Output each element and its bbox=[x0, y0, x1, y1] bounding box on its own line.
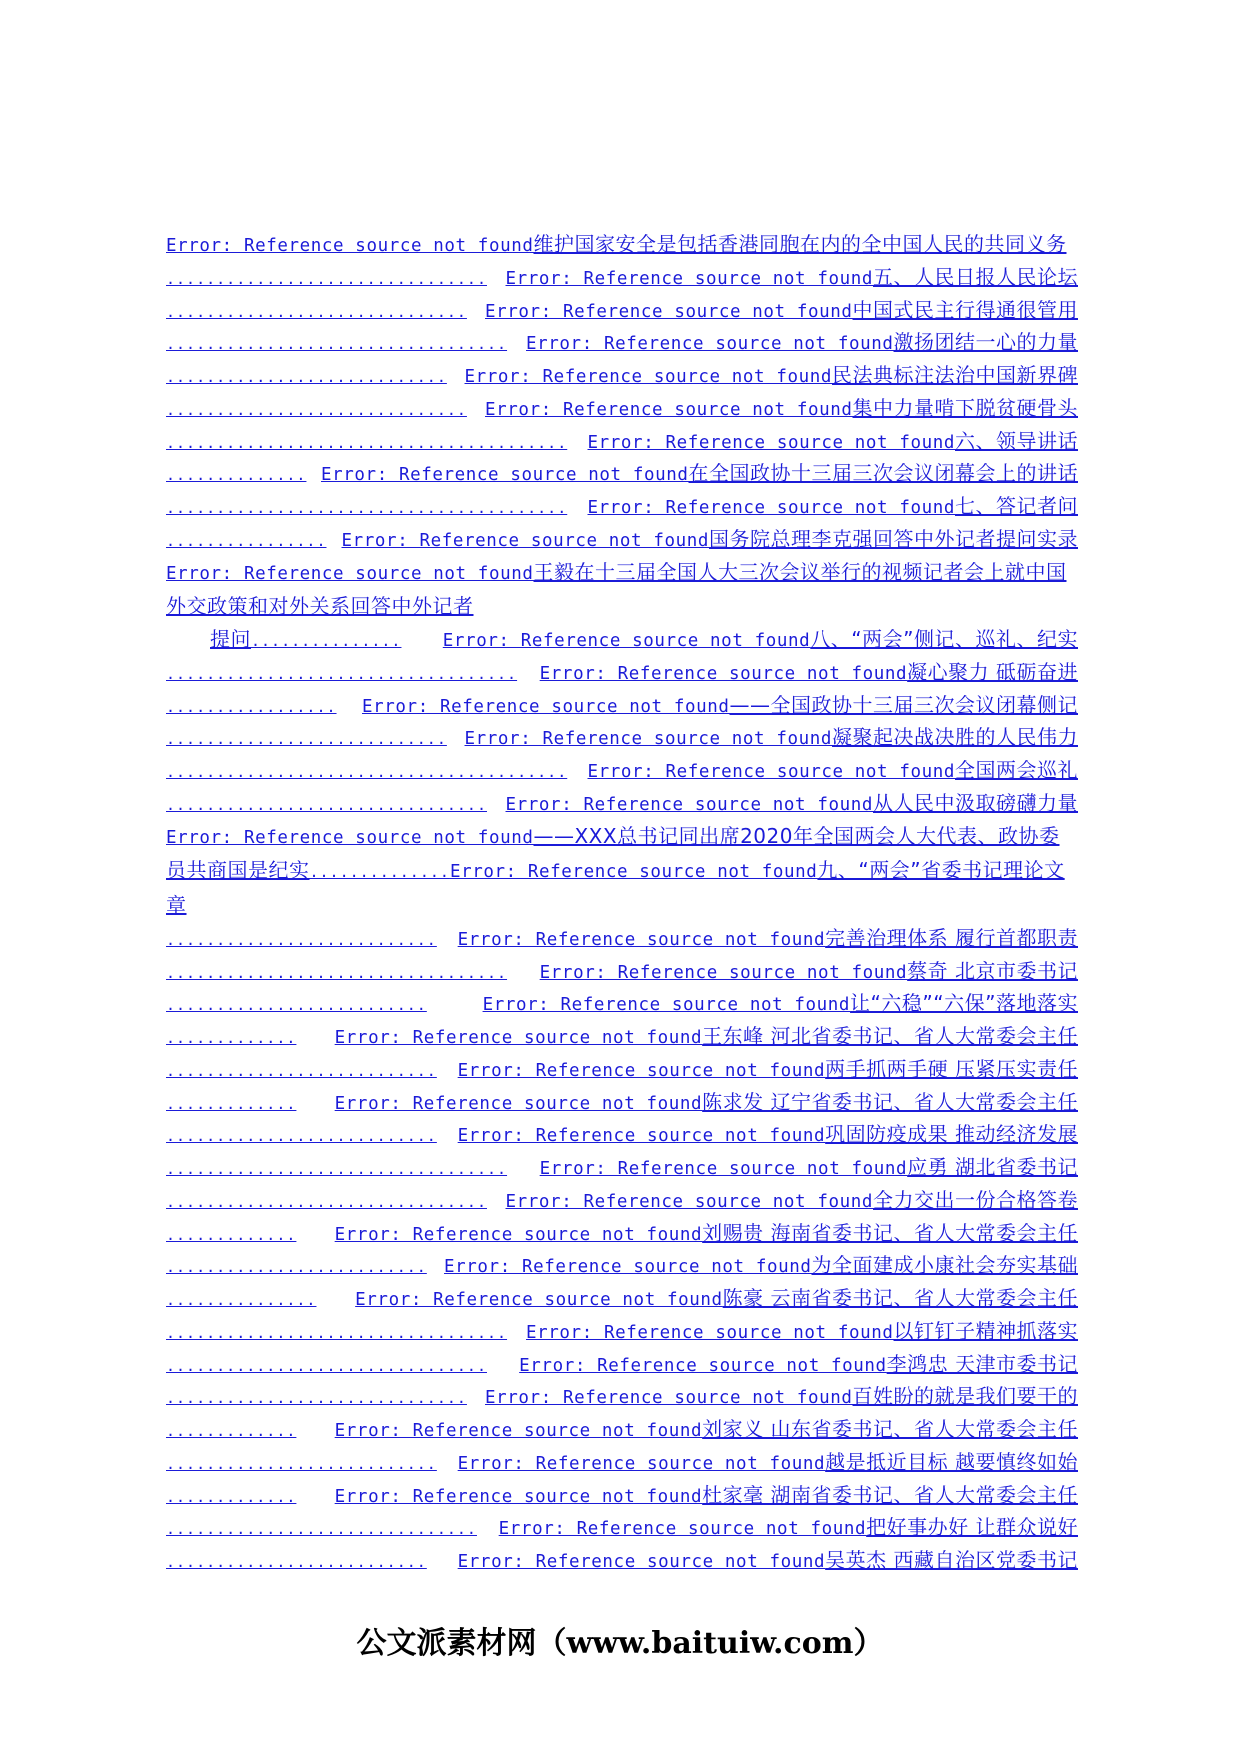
toc-entry-link[interactable] bbox=[166, 261, 1078, 294]
toc-leader-dots: ............. bbox=[166, 1422, 297, 1440]
toc-entry-link[interactable] bbox=[166, 556, 1078, 624]
toc-entry-title: 在全国政协十三届三次会议闭幕会上的讲话 bbox=[688, 461, 1078, 486]
toc-leader-dots: .......................... bbox=[166, 1553, 427, 1571]
toc-leader-dots: .................................. bbox=[166, 963, 508, 982]
toc-leader-dots: .......................... bbox=[166, 996, 427, 1015]
toc-leader-dots: ........................... bbox=[166, 1454, 437, 1473]
toc-entry-title: 民法典标注法治中国新界碑 bbox=[832, 363, 1078, 387]
toc-entry-title: 越是抵近目标 越要慎终如始 bbox=[825, 1449, 1078, 1474]
toc-entry-link[interactable] bbox=[166, 359, 1078, 392]
toc-leader-dots: ............. bbox=[166, 1094, 297, 1113]
toc-leader-dots: ............................ bbox=[166, 730, 447, 749]
toc-entry-link[interactable] bbox=[166, 1118, 1078, 1151]
toc-error-reference: Error: Reference source not found bbox=[587, 762, 955, 782]
toc-leader-dots: .................................. bbox=[166, 1323, 508, 1342]
toc-error-reference: Error: Reference source not found bbox=[457, 1453, 826, 1474]
toc-entry-title: 集中力量啃下脱贫硬骨头 bbox=[852, 395, 1078, 420]
toc-entry-title: 国务院总理李克强回答中外记者提问实录 bbox=[709, 526, 1078, 551]
toc-leader-dots: .............................. bbox=[166, 400, 467, 419]
toc-error-reference: Error: Reference source not found bbox=[464, 367, 832, 387]
toc-error-reference: Error: Reference source not found bbox=[539, 1159, 908, 1179]
toc-error-reference: Error: Reference source not found bbox=[464, 729, 832, 750]
toc-entry-title: 让“六稳”“六保”落地落实 bbox=[850, 991, 1078, 1016]
toc-error-reference: Error: Reference source not found bbox=[334, 1028, 703, 1048]
toc-entry-link[interactable] bbox=[166, 490, 1078, 523]
toc-entry-title: 王毅在十三届全国人大三次会议举行的视频记者会上就中国外交政策和对外关系回答中外记者 bbox=[166, 559, 1067, 619]
toc-error-reference: Error: Reference source not found bbox=[498, 1519, 867, 1540]
toc-error-reference: Error: Reference source not found bbox=[519, 1355, 887, 1376]
toc-error-reference: Error: Reference source not found bbox=[587, 498, 955, 518]
toc-leader-dots: ........................... bbox=[166, 1127, 437, 1146]
toc-leader-dots: ................................ bbox=[166, 795, 487, 814]
toc-entry-link[interactable] bbox=[166, 523, 1078, 556]
toc-entry-title: 李鸿忠 天津市委书记 bbox=[886, 1351, 1078, 1376]
toc-error-reference: Error: Reference source not found bbox=[526, 1322, 894, 1343]
toc-entry-title: 六、领导讲话 bbox=[955, 428, 1078, 453]
toc-entry-title: 吴英杰 西藏自治区党委书记 bbox=[825, 1548, 1078, 1572]
toc-error-reference: Error: Reference source not found bbox=[457, 1060, 826, 1081]
toc-entry-link[interactable] bbox=[166, 1249, 1078, 1282]
toc-entry-link[interactable] bbox=[166, 721, 1078, 754]
toc-leader-dots: .................................. bbox=[166, 335, 508, 354]
toc-entry-link[interactable] bbox=[166, 294, 1078, 327]
toc-leader-dots: ........................... bbox=[166, 1061, 437, 1080]
toc-error-reference: Error: Reference source not found bbox=[442, 631, 811, 651]
toc-entry-title: 全力交出一份合格答卷 bbox=[873, 1187, 1078, 1212]
toc-entry-link[interactable] bbox=[166, 1053, 1078, 1086]
toc-leader-dots: .................................. bbox=[166, 1160, 508, 1178]
toc-entry-link[interactable] bbox=[166, 1511, 1078, 1544]
toc-entry-title: 九、“两会”省委书记理论文章 bbox=[166, 858, 1065, 917]
toc-entry-title: 两手抓两手硬 压紧压实责任 bbox=[825, 1056, 1078, 1081]
toc-entry-link[interactable] bbox=[166, 228, 1078, 261]
toc-entry-title: 八、“两会”侧记、巡礼、纪实 bbox=[810, 627, 1078, 651]
page-footer: 公文派素材网（www.baituiw.com） bbox=[356, 1626, 884, 1661]
toc-entry-link[interactable] bbox=[166, 1479, 1078, 1512]
toc-error-reference: Error: Reference source not found bbox=[457, 929, 826, 950]
toc-entry-title: 提问 bbox=[210, 627, 251, 651]
toc-entry-title: ——XXX总书记同出席2020年全国两会人大代表、政协委员共商国是纪实 bbox=[166, 823, 1060, 883]
toc-entry-link[interactable] bbox=[166, 689, 1078, 722]
toc-entry-link[interactable] bbox=[166, 955, 1078, 988]
toc-error-reference: Error: Reference source not found bbox=[485, 301, 853, 322]
toc-entry-title: 巩固防疫成果 推动经济发展 bbox=[825, 1122, 1078, 1147]
toc-error-reference: Error: Reference source not found bbox=[449, 862, 818, 883]
toc-entry-link[interactable] bbox=[166, 787, 1078, 820]
toc-entry-link[interactable] bbox=[166, 922, 1078, 955]
toc-entry-link[interactable] bbox=[166, 820, 1078, 922]
toc-error-reference: Error: Reference source not found bbox=[539, 663, 908, 684]
toc-error-reference: Error: Reference source not found bbox=[334, 1421, 703, 1441]
toc-entry-link[interactable] bbox=[166, 425, 1078, 458]
toc-entry-title: 完善治理体系 履行首都职责 bbox=[825, 925, 1078, 950]
toc-entry-link[interactable] bbox=[166, 1315, 1078, 1348]
toc-entry-title: 七、答记者问 bbox=[955, 494, 1078, 518]
toc-entry-link[interactable] bbox=[166, 392, 1078, 425]
toc-entry-title: 凝心聚力 砥砺奋进 bbox=[907, 659, 1078, 684]
toc-entry-title: 刘赐贵 海南省委书记、省人大常委会主任 bbox=[702, 1220, 1078, 1245]
toc-error-reference: Error: Reference source not found bbox=[587, 432, 955, 453]
toc-error-reference: Error: Reference source not found bbox=[482, 995, 851, 1016]
toc-error-reference: Error: Reference source not found bbox=[526, 334, 894, 355]
toc-entry-title: ——全国政协十三届三次会议闭幕侧记 bbox=[729, 692, 1078, 717]
toc-leader-dots: ............................ bbox=[166, 368, 447, 386]
toc-leader-dots: ........................................ bbox=[166, 499, 568, 517]
toc-leader-dots: ................................ bbox=[166, 1192, 487, 1211]
toc-entry-link[interactable] bbox=[166, 1217, 1078, 1250]
toc-leader-dots: .............. bbox=[309, 863, 450, 882]
toc-error-reference: Error: Reference source not found bbox=[321, 465, 689, 486]
toc-entry-title: 蔡奇 北京市委书记 bbox=[907, 958, 1078, 983]
toc-entry-link[interactable] bbox=[166, 1151, 1078, 1184]
toc-entry-link[interactable] bbox=[166, 326, 1078, 359]
toc-leader-dots: ............... bbox=[251, 632, 402, 650]
toc-entry-title: 凝聚起决战决胜的人民伟力 bbox=[832, 725, 1078, 750]
toc-entry-link[interactable] bbox=[166, 1086, 1078, 1119]
toc-entry-title: 全国两会巡礼 bbox=[955, 758, 1078, 782]
toc-entry-title: 五、人民日报人民论坛 bbox=[873, 264, 1078, 289]
toc-error-reference: Error: Reference source not found bbox=[485, 1388, 853, 1409]
toc-entry-title: 维护国家安全是包括香港同胞在内的全中国人民的共同义务 bbox=[533, 232, 1067, 256]
toc-error-reference: Error: Reference source not found bbox=[505, 268, 873, 289]
toc-entry-title: 把好事办好 让群众说好 bbox=[866, 1515, 1078, 1540]
toc-error-reference: Error: Reference source not found bbox=[166, 563, 534, 584]
toc-error-reference: Error: Reference source not found bbox=[334, 1224, 703, 1245]
toc-leader-dots: ................ bbox=[166, 531, 327, 550]
toc-error-reference: Error: Reference source not found bbox=[485, 399, 853, 420]
toc-leader-dots: .............................. bbox=[166, 1389, 467, 1408]
toc-entry-title: 从人民中汲取磅礴力量 bbox=[873, 790, 1078, 815]
toc-error-reference: Error: Reference source not found bbox=[166, 827, 534, 848]
toc-error-reference: Error: Reference source not found bbox=[457, 1552, 826, 1572]
toc-leader-dots: ............................... bbox=[166, 1520, 477, 1539]
toc-entry-link[interactable] bbox=[166, 987, 1078, 1020]
toc-entry-link[interactable] bbox=[166, 1020, 1078, 1053]
toc-entry-title: 陈求发 辽宁省委书记、省人大常委会主任 bbox=[702, 1089, 1078, 1114]
toc-error-reference: Error: Reference source not found bbox=[362, 696, 730, 717]
toc-leader-dots: .......................... bbox=[166, 1258, 427, 1277]
toc-entry-title: 激扬团结一心的力量 bbox=[893, 330, 1078, 355]
toc-leader-dots: ........................... bbox=[166, 930, 437, 949]
toc-entry-link[interactable] bbox=[166, 656, 1078, 689]
toc-entry-title: 为全面建成小康社会夯实基础 bbox=[811, 1253, 1078, 1278]
toc-error-reference: Error: Reference source not found bbox=[166, 236, 534, 256]
toc-entry-title: 以钉钉子精神抓落实 bbox=[893, 1318, 1078, 1343]
toc-entry-link[interactable] bbox=[166, 1348, 1078, 1381]
toc-leader-dots: ................................... bbox=[166, 664, 518, 683]
toc-error-reference: Error: Reference source not found bbox=[355, 1290, 723, 1310]
toc-error-reference: Error: Reference source not found bbox=[457, 1126, 826, 1147]
toc-leader-dots: ................................ bbox=[166, 269, 487, 288]
toc-entry-link[interactable] bbox=[166, 1413, 1078, 1446]
toc-leader-dots: ........................................ bbox=[166, 763, 568, 781]
toc-error-reference: Error: Reference source not found bbox=[505, 1191, 873, 1212]
toc-leader-dots: ........................................ bbox=[166, 433, 568, 452]
toc-leader-dots: ................................ bbox=[166, 1356, 487, 1375]
toc-leader-dots: ............... bbox=[166, 1291, 317, 1309]
toc-entry-title: 中国式民主行得通很管用 bbox=[852, 297, 1078, 322]
toc-error-reference: Error: Reference source not found bbox=[444, 1257, 812, 1278]
toc-entry-link[interactable] bbox=[166, 1184, 1078, 1217]
toc-entry-link[interactable] bbox=[166, 1446, 1078, 1479]
toc-entry-link[interactable] bbox=[166, 1544, 1078, 1577]
toc-entry-link[interactable] bbox=[166, 754, 1078, 787]
toc-entry-title: 应勇 湖北省委书记 bbox=[907, 1155, 1078, 1179]
toc-error-reference: Error: Reference source not found bbox=[539, 962, 908, 983]
toc-error-reference: Error: Reference source not found bbox=[505, 794, 873, 815]
toc-leader-dots: ............. bbox=[166, 1487, 297, 1506]
toc-error-reference: Error: Reference source not found bbox=[334, 1486, 703, 1507]
toc-entry-link[interactable] bbox=[166, 1282, 1078, 1315]
toc-entry-link[interactable] bbox=[166, 457, 1078, 490]
toc-entry-link[interactable] bbox=[166, 1380, 1078, 1413]
toc-leader-dots: ................. bbox=[166, 697, 337, 716]
toc-error-reference: Error: Reference source not found bbox=[341, 530, 709, 551]
toc-leader-dots: ............. bbox=[166, 1225, 297, 1244]
table-of-contents bbox=[166, 228, 1078, 1577]
toc-leader-dots: .............................. bbox=[166, 302, 467, 321]
toc-leader-dots: .............. bbox=[166, 466, 307, 485]
toc-entry-title: 刘家义 山东省委书记、省人大常委会主任 bbox=[702, 1417, 1078, 1441]
toc-leader-dots: ............. bbox=[166, 1029, 297, 1047]
toc-entry-title: 陈豪 云南省委书记、省人大常委会主任 bbox=[722, 1286, 1078, 1310]
toc-entry-link[interactable] bbox=[166, 623, 1078, 656]
toc-entry-title: 王东峰 河北省委书记、省人大常委会主任 bbox=[702, 1024, 1078, 1048]
toc-error-reference: Error: Reference source not found bbox=[334, 1093, 703, 1114]
toc-entry-title: 百姓盼的就是我们要干的 bbox=[852, 1384, 1078, 1409]
toc-entry-title: 杜家毫 湖南省委书记、省人大常委会主任 bbox=[702, 1482, 1078, 1507]
